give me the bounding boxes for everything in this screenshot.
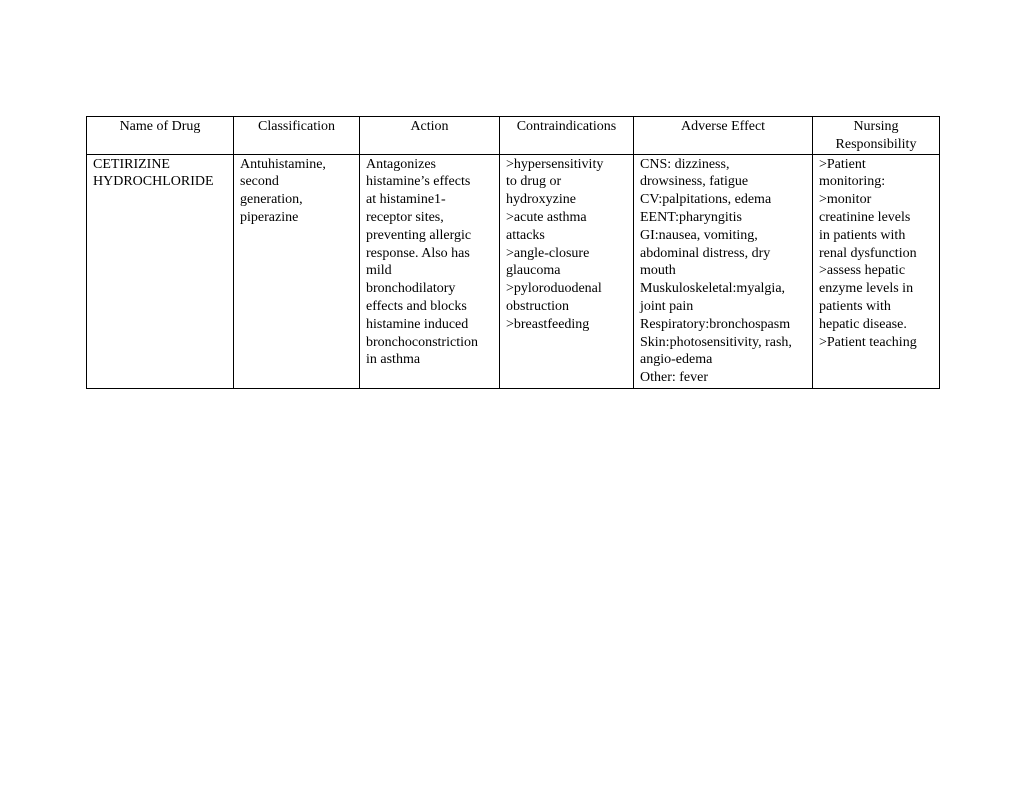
header-adverse-effect	[634, 117, 813, 155]
cell-line: renal dysfunction	[819, 245, 917, 261]
cell-line: >assess hepatic	[819, 263, 906, 279]
cell-line: joint pain	[640, 298, 694, 314]
cell-line: bronchodilatory	[366, 281, 456, 297]
cell-line: to drug or	[506, 174, 562, 190]
cell-line: bronchoconstriction	[366, 334, 478, 350]
cell-line: Skin:photosensitivity, rash,	[640, 334, 792, 350]
table-header-row	[87, 117, 940, 155]
cell-line: creatinine levels	[819, 209, 911, 225]
cell-contraindications	[500, 154, 634, 388]
cell-line: piperazine	[240, 209, 299, 225]
cell-line: Antagonizes	[366, 156, 436, 172]
cell-line: effects and blocks	[366, 298, 467, 314]
cell-line: CETIRIZINE	[93, 156, 170, 172]
cell-line: >angle-closure	[506, 245, 590, 261]
cell-line: Muskuloskeletal:myalgia,	[640, 281, 786, 297]
header-line: Classification	[258, 119, 335, 134]
cell-name-of-drug	[87, 154, 234, 388]
cell-line: hepatic disease.	[819, 316, 907, 332]
header-contraindications	[500, 117, 634, 155]
cell-line: monitoring:	[819, 174, 886, 190]
header-line: Contraindications	[516, 119, 617, 134]
header-line: Nursing	[853, 119, 899, 134]
cell-line: >breastfeeding	[506, 316, 590, 332]
header-line: Responsibility	[835, 136, 917, 152]
header-line: Name of Drug	[119, 119, 201, 134]
cell-line: >acute asthma	[506, 209, 587, 225]
cell-line: CV:palpitations, edema	[640, 192, 772, 208]
cell-line: >pyloroduodenal	[506, 281, 602, 297]
cell-line: >hypersensitivity	[506, 156, 604, 172]
cell-line: in patients with	[819, 227, 906, 243]
cell-line: generation,	[240, 192, 303, 208]
cell-nursing-responsibility	[813, 154, 940, 388]
cell-line: mouth	[640, 263, 676, 279]
header-line: Action	[410, 119, 449, 134]
drug-study-table	[86, 116, 940, 389]
cell-line: EENT:pharyngitis	[640, 209, 742, 225]
cell-line: obstruction	[506, 298, 569, 314]
header-action	[360, 117, 500, 155]
cell-line: >monitor	[819, 192, 872, 208]
cell-line: drowsiness, fatigue	[640, 174, 749, 190]
cell-action	[360, 154, 500, 388]
cell-line: at histamine1-	[366, 192, 446, 208]
cell-line: glaucoma	[506, 263, 561, 279]
cell-line: >Patient teaching	[819, 334, 917, 350]
cell-line: patients with	[819, 298, 891, 314]
header-nursing-responsibility	[813, 117, 940, 155]
header-line: Adverse Effect	[680, 119, 766, 134]
cell-line: angio-edema	[640, 352, 713, 368]
cell-line: in asthma	[366, 352, 421, 368]
cell-line: abdominal distress, dry	[640, 245, 771, 261]
cell-line: histamine’s effects	[366, 174, 471, 190]
cell-line: hydroxyzine	[506, 192, 576, 208]
table-row	[87, 154, 940, 388]
cell-line: response. Also has	[366, 245, 470, 261]
cell-line: second	[240, 174, 279, 190]
cell-line: HYDROCHLORIDE	[93, 174, 214, 190]
cell-line: CNS: dizziness,	[640, 156, 730, 172]
cell-line: enzyme levels in	[819, 281, 914, 297]
cell-line: histamine induced	[366, 316, 469, 332]
cell-line: Antuhistamine,	[240, 156, 326, 172]
cell-adverse-effect	[634, 154, 813, 388]
cell-classification	[234, 154, 360, 388]
header-classification	[234, 117, 360, 155]
cell-line: mild	[366, 263, 392, 279]
cell-line: Other: fever	[640, 370, 709, 386]
cell-line: GI:nausea, vomiting,	[640, 227, 758, 243]
cell-line: Respiratory:bronchospasm	[640, 316, 791, 332]
cell-line: attacks	[506, 227, 545, 243]
cell-line: >Patient	[819, 156, 866, 172]
cell-line: preventing allergic	[366, 227, 472, 243]
cell-line: receptor sites,	[366, 209, 444, 225]
header-name-of-drug	[87, 117, 234, 155]
